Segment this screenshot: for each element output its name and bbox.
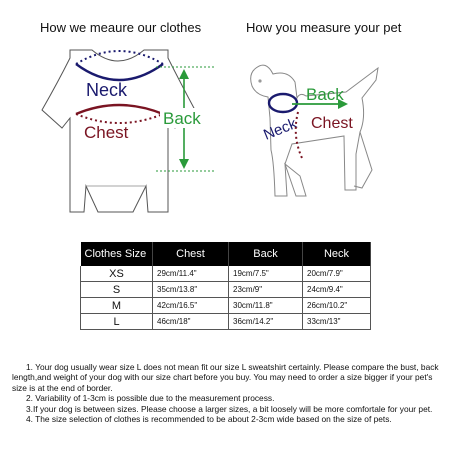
dog-front-leg [285,164,306,196]
note-3: 3.If your dog is between sizes. Please choose a larger sizes, a bit loosely will be more comfortale for your pet. [26,403,433,414]
note-2: 2. Variability of 1-3cm is possible due to the measurement process. [26,393,275,404]
chest-cell: 46cm/18" [153,314,229,330]
pet-neck-label: Neck [261,115,300,144]
chest-cell: 29cm/11.4" [153,266,229,282]
garment-chest-label: Chest [84,123,129,142]
size-chart-header-row [81,242,371,266]
back-cell: 19cm/7.5" [229,266,303,282]
chest-cell: 35cm/13.8" [153,282,229,298]
table-row [81,314,371,330]
header-back: Back [229,242,303,266]
dog-eye [258,79,261,82]
garment-back-label: Back [163,109,201,128]
size-cell: XS [81,266,153,282]
garment-neck-label: Neck [86,80,128,100]
header-chest: Chest [153,242,229,266]
header-clothes-size: Clothes Size [81,242,153,266]
back-cell: 36cm/14.2" [229,314,303,330]
pet-back-label: Back [306,85,344,104]
pet-chest-label: Chest [311,115,353,132]
size-chart-table [80,242,371,330]
header-neck: Neck [303,242,371,266]
back-cell: 23cm/9" [229,282,303,298]
size-cell: L [81,314,153,330]
back-arrow-up-icon [179,69,189,79]
neck-cell: 33cm/13" [303,314,371,330]
table-row [81,266,371,282]
note-1: 1. Your dog usually wear size L does not mean fit our size L sweatshirt certainly. Please compare the bust, back length,and weight of your dog with our size chart before you buy. You may need to order a size bigger if your pet's size is at the end of border. [12,362,439,393]
pet-measure-heading: How you measure your pet [246,20,402,35]
table-row [81,282,371,298]
neck-cell: 20cm/7.9" [303,266,371,282]
clothes-measure-heading: How we meaure our clothes [40,20,202,35]
chest-cell: 42cm/16.5" [153,298,229,314]
back-cell: 30cm/11.8" [229,298,303,314]
size-cell: S [81,282,153,298]
back-arrow-down-icon [179,159,189,169]
size-cell: M [81,298,153,314]
size-notes [12,362,444,424]
neck-cell: 24cm/9.4" [303,282,371,298]
table-row [81,298,371,314]
note-4: 4. The size selection of clothes is recommended to be about 2-3cm wide based on the size of pets. [26,414,392,425]
neck-cell: 26cm/10.2" [303,298,371,314]
